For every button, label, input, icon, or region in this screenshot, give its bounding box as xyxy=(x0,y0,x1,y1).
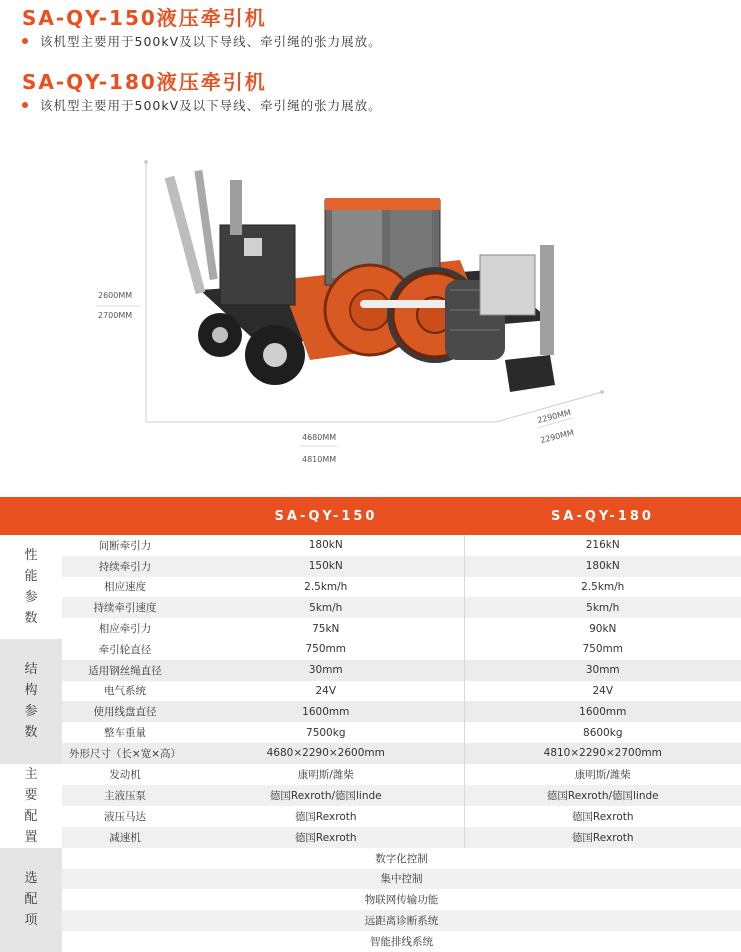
dim-height-150: 2600MM xyxy=(98,291,133,300)
option-item: 数字化控制 xyxy=(62,848,741,869)
category-label: 性能参数 xyxy=(24,547,38,626)
value-150: 24V xyxy=(188,681,464,702)
model-title-180: SA-QY-180液压牵引机 xyxy=(22,70,267,94)
category-configuration xyxy=(0,764,62,848)
table-row xyxy=(0,806,741,827)
value-180: 德国Rexroth/德国linde xyxy=(464,785,741,806)
model-desc-text: 该机型主要用于500kV及以下导线、牵引绳的张力展放。 xyxy=(40,34,382,49)
table-row xyxy=(0,827,741,848)
row-label: 牵引轮直径 xyxy=(62,639,188,660)
value-180: 5km/h xyxy=(464,597,741,618)
value-180: 1600mm xyxy=(464,701,741,722)
puller-machine-image xyxy=(160,160,580,400)
row-label: 适用钢丝绳直径 xyxy=(62,660,188,681)
bullet-icon xyxy=(22,102,28,108)
category-options xyxy=(0,848,62,952)
header-model-180: SA-QY-180 xyxy=(464,497,741,535)
value-150: 德国Rexroth xyxy=(188,827,464,848)
table-header-row xyxy=(0,497,741,535)
header-blank xyxy=(0,497,62,535)
value-180: 德国Rexroth xyxy=(571,810,634,823)
model-desc-180 xyxy=(22,96,382,114)
table-row xyxy=(0,931,741,952)
value-180: 90kN xyxy=(589,622,617,635)
table-row xyxy=(0,577,741,598)
row-label: 间断牵引力 xyxy=(98,539,152,552)
category-performance xyxy=(0,535,62,639)
value-180: 德国Rexroth xyxy=(464,827,741,848)
table-row xyxy=(0,597,741,618)
header-model-150: SA-QY-150 xyxy=(188,497,464,535)
row-label: 持续牵引力 xyxy=(62,556,188,577)
table-row xyxy=(0,639,741,660)
row-label: 电气系统 xyxy=(62,681,188,702)
value-180: 216kN xyxy=(585,539,620,552)
model-desc-150 xyxy=(22,32,382,50)
category-label: 结构参数 xyxy=(24,662,38,741)
value-180: 4810×2290×2700mm xyxy=(464,743,741,764)
model-title-150: SA-QY-150液压牵引机 xyxy=(22,6,267,30)
option-item: 远距离诊断系统 xyxy=(62,910,741,931)
category-structure xyxy=(0,639,62,764)
category-label: 主要配置 xyxy=(24,766,38,845)
value-180: 750mm xyxy=(464,639,741,660)
table-row xyxy=(0,535,741,556)
value-180: 2.5km/h xyxy=(581,580,625,593)
value-150: 7500kg xyxy=(188,722,464,743)
table-row xyxy=(0,556,741,577)
row-label: 发动机 xyxy=(109,768,141,781)
category-label: 选配项 xyxy=(24,871,38,929)
value-150: 750mm xyxy=(188,639,464,660)
row-label: 液压马达 xyxy=(104,810,146,823)
value-150: 150kN xyxy=(188,556,464,577)
value-180: 30mm xyxy=(464,660,741,681)
row-label: 使用线盘直径 xyxy=(62,701,188,722)
option-item: 集中控制 xyxy=(62,869,741,890)
value-180: 8600kg xyxy=(464,722,741,743)
option-item: 物联网传输功能 xyxy=(62,889,741,910)
value-150: 4680×2290×2600mm xyxy=(188,743,464,764)
model-desc-text: 该机型主要用于500kV及以下导线、牵引绳的张力展放。 xyxy=(40,98,382,113)
value-180: 180kN xyxy=(464,556,741,577)
table-row xyxy=(0,701,741,722)
table-row xyxy=(0,743,741,764)
value-180: 康明斯/潍柴 xyxy=(574,768,631,781)
bullet-icon xyxy=(22,38,28,44)
table-row xyxy=(0,722,741,743)
table-row xyxy=(0,869,741,890)
table-row xyxy=(0,785,741,806)
value-150: 1600mm xyxy=(188,701,464,722)
value-150: 德国Rexroth/德国linde xyxy=(188,785,464,806)
dim-width-150: 2290MM xyxy=(536,408,572,425)
value-150: 康明斯/潍柴 xyxy=(188,764,464,785)
value-180: 24V xyxy=(464,681,741,702)
value-150: 180kN xyxy=(188,535,464,556)
option-item: 智能排线系统 xyxy=(62,931,741,952)
row-label: 整车重量 xyxy=(62,722,188,743)
table-row xyxy=(0,848,741,869)
value-150: 75kN xyxy=(188,618,464,639)
table-row xyxy=(0,660,741,681)
table-row xyxy=(0,910,741,931)
table-row xyxy=(0,764,741,785)
spec-table xyxy=(0,497,741,952)
row-label: 相应速度 xyxy=(104,581,146,594)
value-150: 德国Rexroth xyxy=(188,806,464,827)
header-blank xyxy=(62,497,188,535)
dim-height-180: 2700MM xyxy=(98,311,133,320)
table-row xyxy=(0,618,741,639)
dim-length-180: 4810MM xyxy=(302,455,337,464)
row-label: 持续牵引速度 xyxy=(62,597,188,618)
value-150: 2.5km/h xyxy=(188,577,464,598)
row-label: 相应牵引力 xyxy=(98,623,152,636)
value-150: 5km/h xyxy=(188,597,464,618)
table-row xyxy=(0,681,741,702)
dim-length-150: 4680MM xyxy=(302,433,337,442)
row-label: 主液压泵 xyxy=(62,785,188,806)
value-150: 30mm xyxy=(188,660,464,681)
dim-width-180: 2290MM xyxy=(539,428,575,445)
row-label: 减速机 xyxy=(62,827,188,848)
table-row xyxy=(0,889,741,910)
row-label: 外形尺寸（长×宽×高） xyxy=(62,743,188,764)
